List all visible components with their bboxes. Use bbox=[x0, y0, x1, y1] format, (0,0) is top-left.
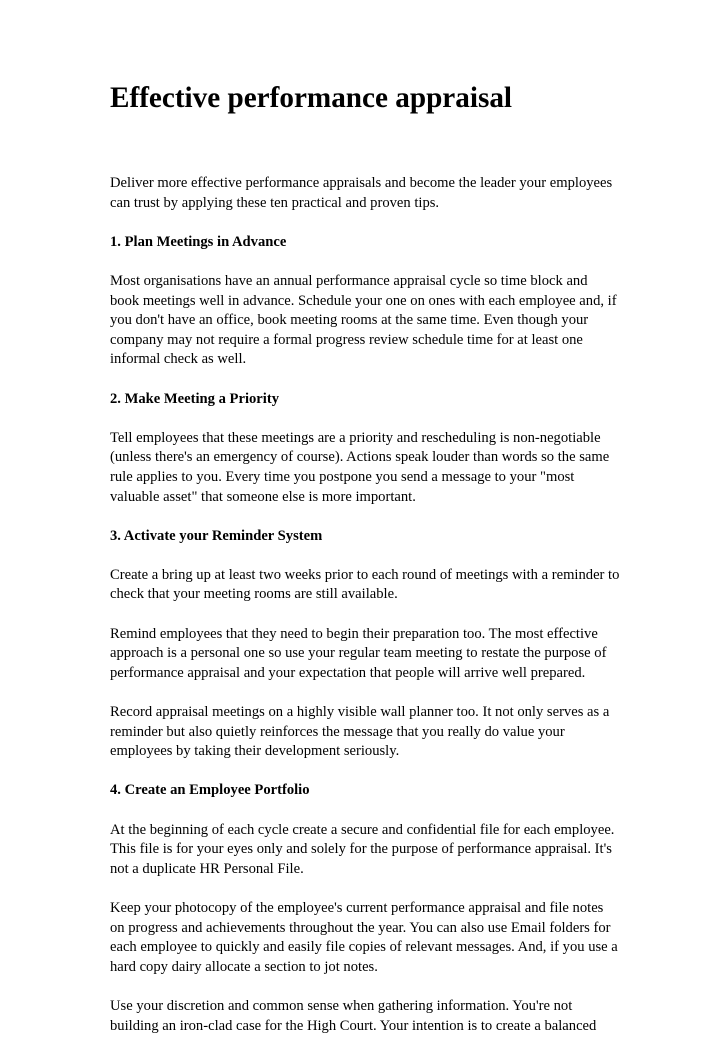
section-paragraph: Keep your photocopy of the employee's current performance appraisal and file notes on progress and achievements throughout the year. You can also use Email folders for each employee to quickly and easily file copies of relevant messages. And, if you use a hard copy dairy allocate a section to jot notes. bbox=[110, 899, 618, 975]
section-heading-reminder-system: 3. Activate your Reminder System bbox=[110, 527, 323, 544]
section-heading-plan-meetings: 1. Plan Meetings in Advance bbox=[110, 233, 287, 250]
section-paragraph: Record appraisal meetings on a highly visible wall planner too. It not only serves as a reminder but also quietly reinforces the message that you really do value your employees by taking their development seriously. bbox=[110, 704, 610, 760]
section-paragraph: Create a bring up at least two weeks prior to each round of meetings with a reminder to check that your meeting rooms are still available. bbox=[110, 566, 620, 603]
intro-paragraph: Deliver more effective performance appraisals and become the leader your employees can trust by applying these ten practical and proven tips. bbox=[110, 175, 613, 211]
section-paragraph: Most organisations have an annual performance appraisal cycle so time block and book meetings well in advance. Schedule your one on ones with each employee and, if you don't have an office, book meeting rooms at the same time. Even though your company may not require a formal progress review schedule time for at least one informal check as well. bbox=[110, 272, 617, 368]
document-title: Effective performance appraisal bbox=[110, 82, 513, 114]
section-paragraph: At the beginning of each cycle create a secure and confidential file for each employee. This file is for your eyes only and solely for the purpose of performance appraisal. It's not a duplicate HR Personal File. bbox=[110, 821, 615, 877]
section-paragraph: Use your discretion and common sense when gathering information. You're not building an iron-clad case for the High Court. Your intention is to create a balanced bbox=[110, 997, 597, 1034]
document-body bbox=[110, 174, 620, 1056]
section-paragraph: Remind employees that they need to begin their preparation too. The most effective approach is a personal one so use your regular team meeting to restate the purpose of performance appraisal and your expectation that people will arrive well prepared. bbox=[110, 625, 607, 681]
section-heading-employee-portfolio: 4. Create an Employee Portfolio bbox=[110, 782, 310, 799]
section-heading-make-meeting-priority: 2. Make Meeting a Priority bbox=[110, 390, 279, 407]
section-paragraph: Tell employees that these meetings are a priority and rescheduling is non-negotiable (unless there's an emergency of course). Actions speak louder than words so the same rule applies to you. Every time you postpone you send a message to your "most valuable asset" that someone else is more important. bbox=[110, 429, 610, 505]
